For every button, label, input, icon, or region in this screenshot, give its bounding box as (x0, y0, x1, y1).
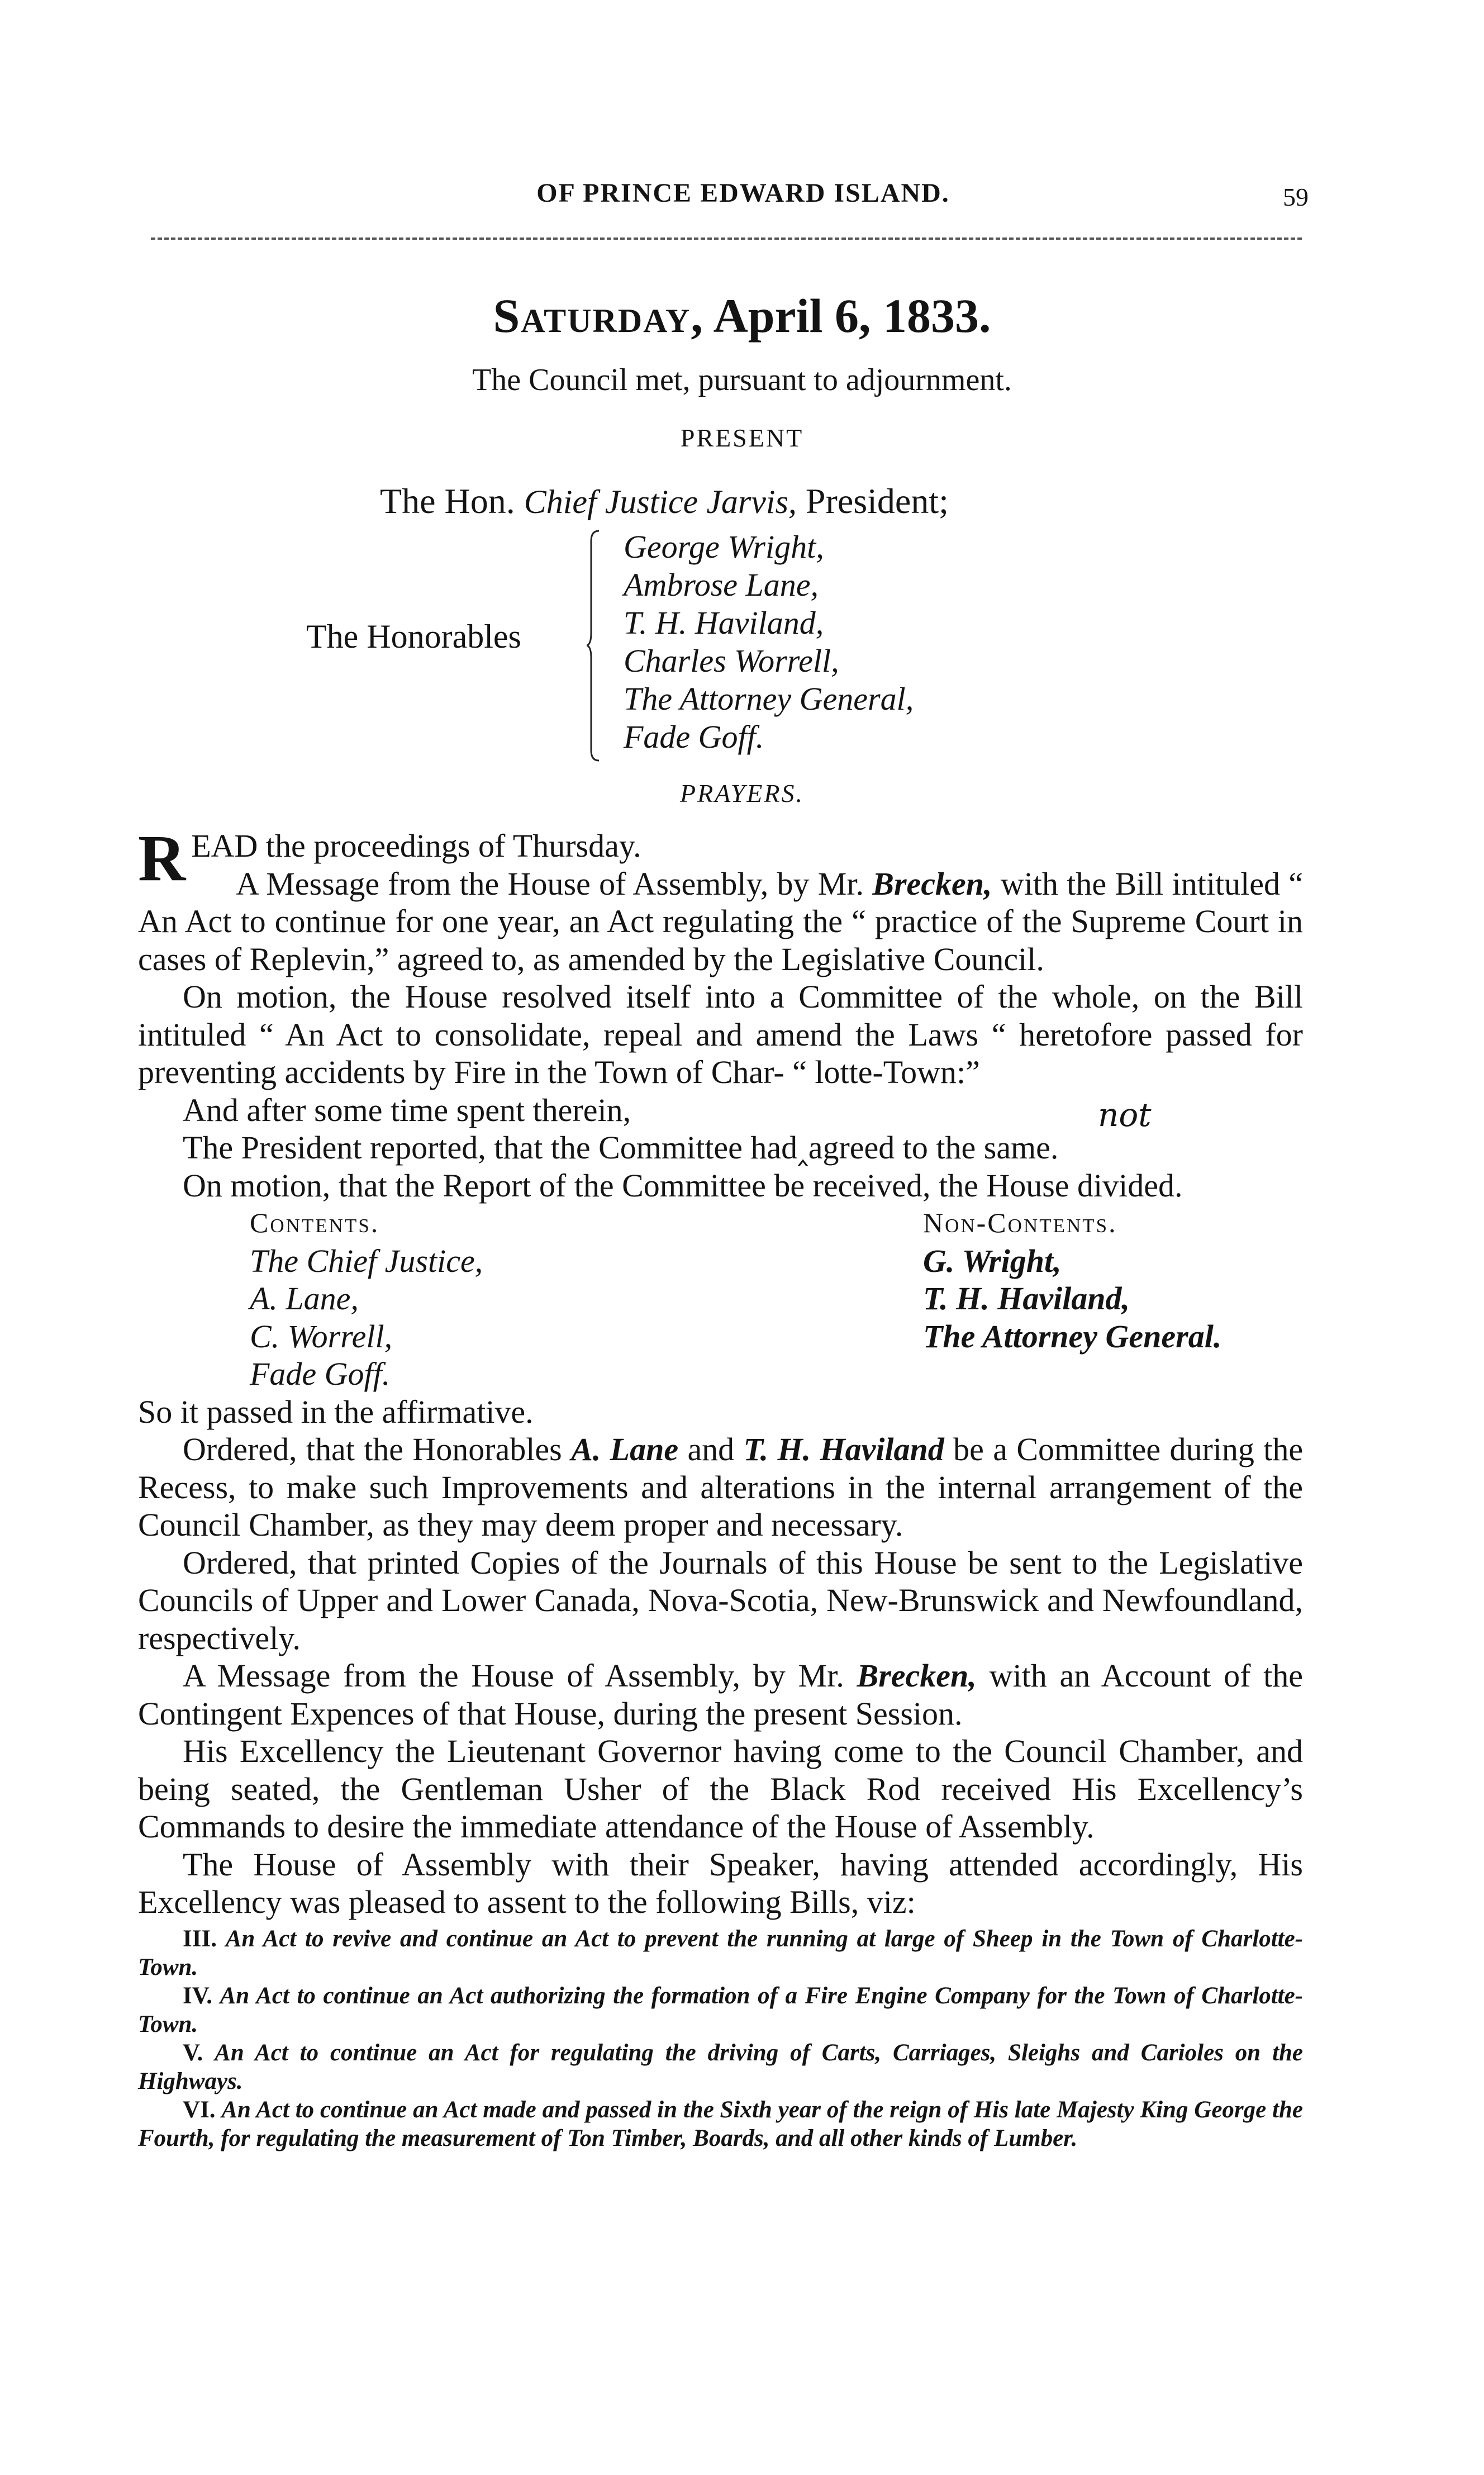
act-number: III. (183, 1925, 217, 1952)
member-ref: T. H. Haviland (743, 1431, 944, 1467)
message-text: with an Account of the Contingent Expences of that House, during the present Session. (138, 1657, 1304, 1732)
president-prefix: The Hon. (380, 481, 515, 521)
member-name: Fade Goff. (624, 719, 764, 755)
non-contents-label: Non-Contents. (923, 1207, 1117, 1238)
day-label: Saturday, (493, 289, 704, 343)
member-name: The Attorney General, (624, 681, 914, 717)
motion-paragraph: On motion, the House resolved itself into a Committee of the whole, on the Bill intituled “ An Act to consolidate, repeal and amend the Laws “ heretofore passed for preventing accidents by Fire in the Town of Char- “ lotte-Town:” (138, 978, 1303, 1090)
date-label: April 6, 1833. (713, 289, 991, 343)
header-rule (151, 237, 1302, 240)
ordered-text: Ordered, that the Honorables (183, 1431, 562, 1467)
member-name: T. H. Haviland, (624, 605, 824, 641)
act-title: An Act to revive and continue an Act to prevent the running at large of Sheep in the Town of Charlotte-Town. (138, 1925, 1303, 1980)
governor-paragraph: His Excellency the Lieutenant Governor having come to the Council Chamber, and being seated, the Gentleman Usher of the Black Rod received His Excellency’s Commands to desire the immediate attendance of the House of Assembly. (138, 1733, 1303, 1845)
message-paragraph (138, 865, 1303, 978)
messenger-name: Brecken, (857, 1657, 977, 1694)
acts-list (138, 1925, 1303, 2153)
voter-name: C. Worrell, (250, 1318, 393, 1355)
voter-name: Fade Goff. (250, 1356, 391, 1392)
act-number: VI. (183, 2096, 216, 2123)
message-text: A Message from the House of Assembly, by Mr. (183, 1657, 844, 1694)
division-paragraph: On motion, that the Report of the Committee be received, the House divided. (183, 1167, 1183, 1204)
act-title: An Act to continue an Act for regulating the driving of Carts, Carriages, Sleighs and Carioles on the Highways. (138, 2039, 1304, 2094)
voter-name: A. Lane, (250, 1280, 359, 1317)
division-list (138, 1204, 1303, 1393)
honorables-label: The Honorables (306, 618, 521, 655)
meeting-line: The Council met, pursuant to adjournment. (472, 363, 1012, 397)
reported-text: The President reported, that the Committee had‸agreed to the same. (183, 1129, 1059, 1166)
running-head: OF PRINCE EDWARD ISLAND. (536, 178, 950, 208)
contents-label: Contents. (250, 1207, 380, 1238)
member-ref: A. Lane (571, 1431, 679, 1467)
president-line (380, 481, 949, 522)
present-label: PRESENT (680, 424, 804, 452)
date-heading (0, 288, 1484, 344)
interlinear-note: not (1098, 1096, 1152, 1134)
members-brace (587, 530, 600, 762)
members-list (624, 528, 914, 756)
ordered-text: and (687, 1431, 735, 1467)
member-name: Charles Worrell, (624, 643, 839, 679)
act-title: An Act to continue an Act authorizing the formation of a Fire Engine Company for the Town of Charlotte-Town. (138, 1982, 1303, 2037)
page-number: 59 (1283, 183, 1309, 211)
president-title: President; (805, 481, 949, 521)
act-item (138, 1982, 1303, 2039)
contents-column (250, 1204, 483, 1393)
act-item (138, 1925, 1303, 1982)
messenger-name: Brecken, (872, 865, 992, 902)
prayers-label: PRAYERS. (679, 779, 805, 807)
act-item (138, 2096, 1303, 2153)
ordered-text: be a Committee during the Recess, to make such Improvements and alterations in the internal arrangement of the Council Chamber, as they may deem proper and necessary. (138, 1431, 1304, 1543)
member-name: Ambrose Lane, (624, 567, 819, 603)
ordered-committee-paragraph (138, 1431, 1303, 1544)
act-number: V. (183, 2039, 203, 2066)
non-contents-column (923, 1204, 1281, 1393)
president-name: Chief Justice Jarvis, (524, 483, 797, 520)
voter-name: The Attorney General. (923, 1318, 1222, 1355)
voter-name: G. Wright, (923, 1242, 1062, 1279)
voter-name: T. H. Haviland, (923, 1280, 1130, 1317)
message-account-paragraph (138, 1657, 1303, 1732)
act-number: IV. (183, 1982, 212, 2009)
member-name: George Wright, (624, 529, 824, 565)
after-time-line: And after some time spent therein, (183, 1091, 631, 1128)
ordered-copies-paragraph: Ordered, that printed Copies of the Journals of this House be sent to the Legislative Councils of Upper and Lower Canada, Nova-Scotia, New-Brunswick and Newfoundland, respectively. (138, 1544, 1303, 1656)
affirmative-line: So it passed in the affirmative. (138, 1393, 534, 1430)
act-item (138, 2039, 1303, 2096)
message-text: A Message from the House of Assembly, by Mr. (236, 865, 864, 902)
read-text: EAD the proceedings of Thursday. (191, 828, 641, 864)
drop-cap: R (138, 821, 186, 895)
journal-body (138, 821, 1304, 2153)
assembly-paragraph: The House of Assembly with their Speaker, having attended accordingly, His Excellency was pleased to assent to the following Bills, viz: (138, 1846, 1303, 1920)
voter-name: The Chief Justice, (250, 1242, 483, 1279)
act-title: An Act to continue an Act made and passed in the Sixth year of the reign of His late Majesty King George the Fourth, for regulating the measurement of Ton Timber, Boards, and all other kinds of Lumber. (138, 2096, 1303, 2151)
message-text: with the Bill intituled “ An Act to continue for one year, an Act regulating the “ practice of the Supreme Court in cases of Replevin,” agreed to, as amended by the Legislative Council. (138, 865, 1304, 977)
